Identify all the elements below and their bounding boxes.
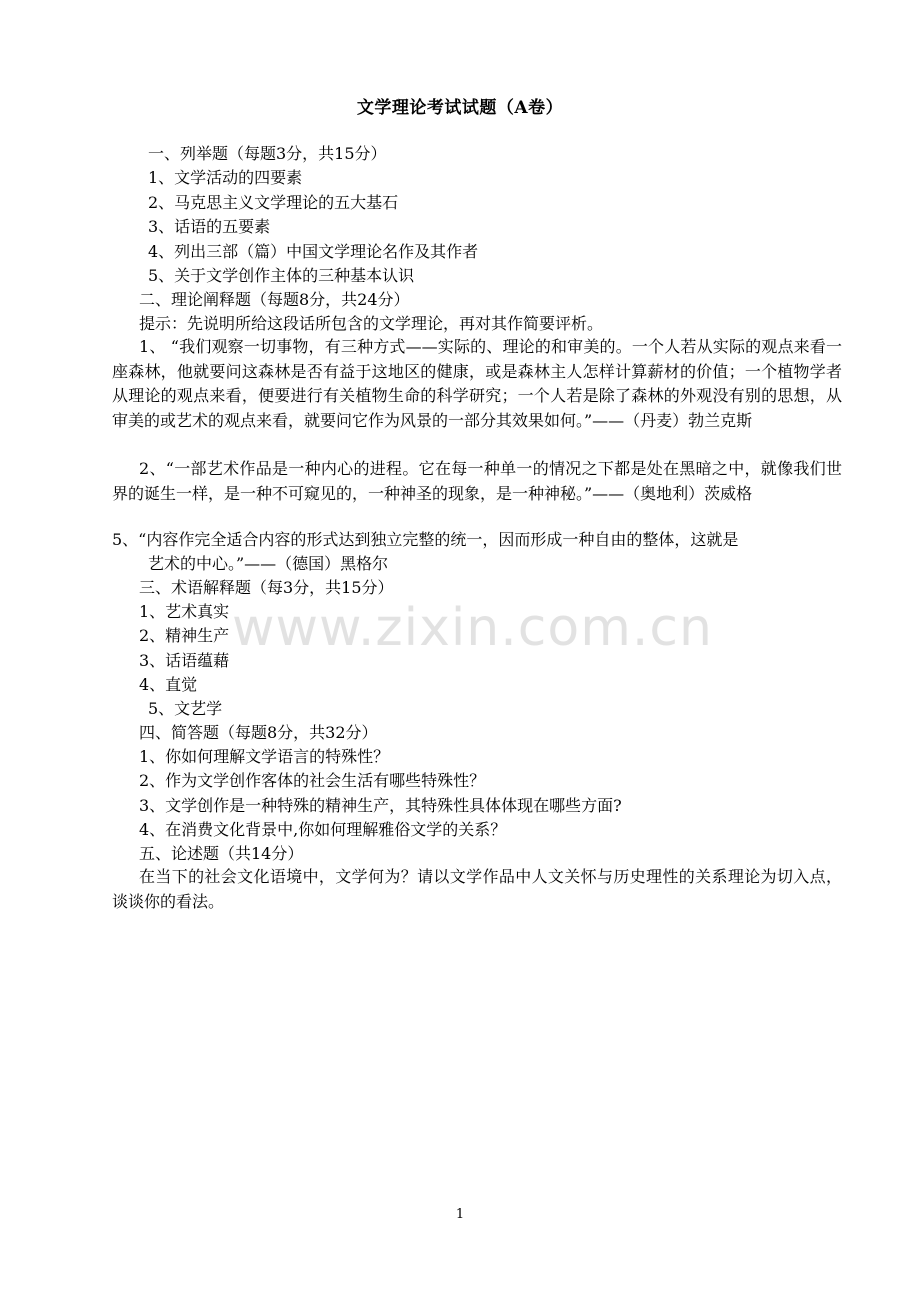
- section2-question-3-line-1: 5、“内容作完全适合内容的形式达到独立完整的统一，因而形成一种自由的整体，这就是: [112, 530, 739, 549]
- section1-item-5: 5、关于文学创作主体的三种基本认识: [148, 266, 415, 285]
- section1-item-2: 2、马克思主义文学理论的五大基石: [148, 193, 399, 212]
- section4-item-1: 1、你如何理解文学语言的特殊性？: [139, 747, 390, 766]
- section1-heading: 一、列举题（每题3分，共15分）: [148, 144, 387, 163]
- section4-item-4: 4、在消费文化背景中,你如何理解雅俗文学的关系？: [139, 820, 507, 839]
- section4-item-3: 3、文学创作是一种特殊的精神生产，其特殊性具体体现在哪些方面?: [139, 796, 622, 815]
- section1-item-1: 1、文学活动的四要素: [148, 168, 303, 187]
- section3-heading: 三、术语解释题（每3分，共15分）: [139, 578, 394, 597]
- section4-item-2: 2、作为文学创作客体的社会生活有哪些特殊性？: [139, 771, 486, 790]
- section3-item-5: 5、文艺学: [148, 699, 223, 718]
- section4-heading: 四、简答题（每题8分，共32分）: [139, 723, 378, 742]
- exam-title: 文学理论考试试题（A卷）: [356, 98, 564, 118]
- section2-hint: 提示：先说明所给这段话所包含的文学理论，再对其作简要评析。: [139, 314, 604, 333]
- page-number: 1: [455, 1207, 465, 1222]
- section3-item-4: 4、直觉: [139, 675, 198, 694]
- section5-question: 在当下的社会文化语境中，文学何为？请以文学作品中人文关怀与历史理性的关系理论为切入点，谈谈你的看法。: [112, 867, 842, 911]
- section2-heading: 二、理论阐释题（每题8分，共24分）: [139, 290, 410, 309]
- section5-heading: 五、论述题（共14分）: [139, 844, 304, 863]
- section1-item-4: 4、列出三部（篇）中国文学理论名作及其作者: [148, 242, 479, 261]
- section3-item-3: 3、话语蕴藉: [139, 651, 230, 670]
- section2-question-3-line-2: 艺术的中心。”——（德国）黑格尔: [148, 554, 389, 573]
- section3-item-1: 1、艺术真实: [139, 602, 230, 621]
- watermark: www.zixin.com.cn: [232, 598, 713, 658]
- section1-item-3: 3、话语的五要素: [148, 217, 271, 236]
- section2-question-2: 2、“一部艺术作品是一种内心的进程。它在每一种单一的情况之下都是处在黑暗之中，就像我们世界的诞生一样，是一种不可窥见的，一种神圣的现象，是一种神秘。”——（奥地利）茨威格: [112, 459, 842, 503]
- section2-question-1: 1、 “我们观察一切事物，有三种方式——实际的、理论的和审美的。一个人若从实际的观点来看一座森林，他就要问这森林是否有益于这地区的健康，或是森林主人怎样计算薪材的价值；一个植物学者从理论的观点来看，便要进行有关植物生命的科学研究；一个人若是除了森林的外观没有别的思想，从审美的或艺术的观点来看，就要问它作为风景的一部分其效果如何。”——（丹麦）勃兰克斯: [112, 337, 842, 430]
- section3-item-2: 2、精神生产: [139, 626, 230, 645]
